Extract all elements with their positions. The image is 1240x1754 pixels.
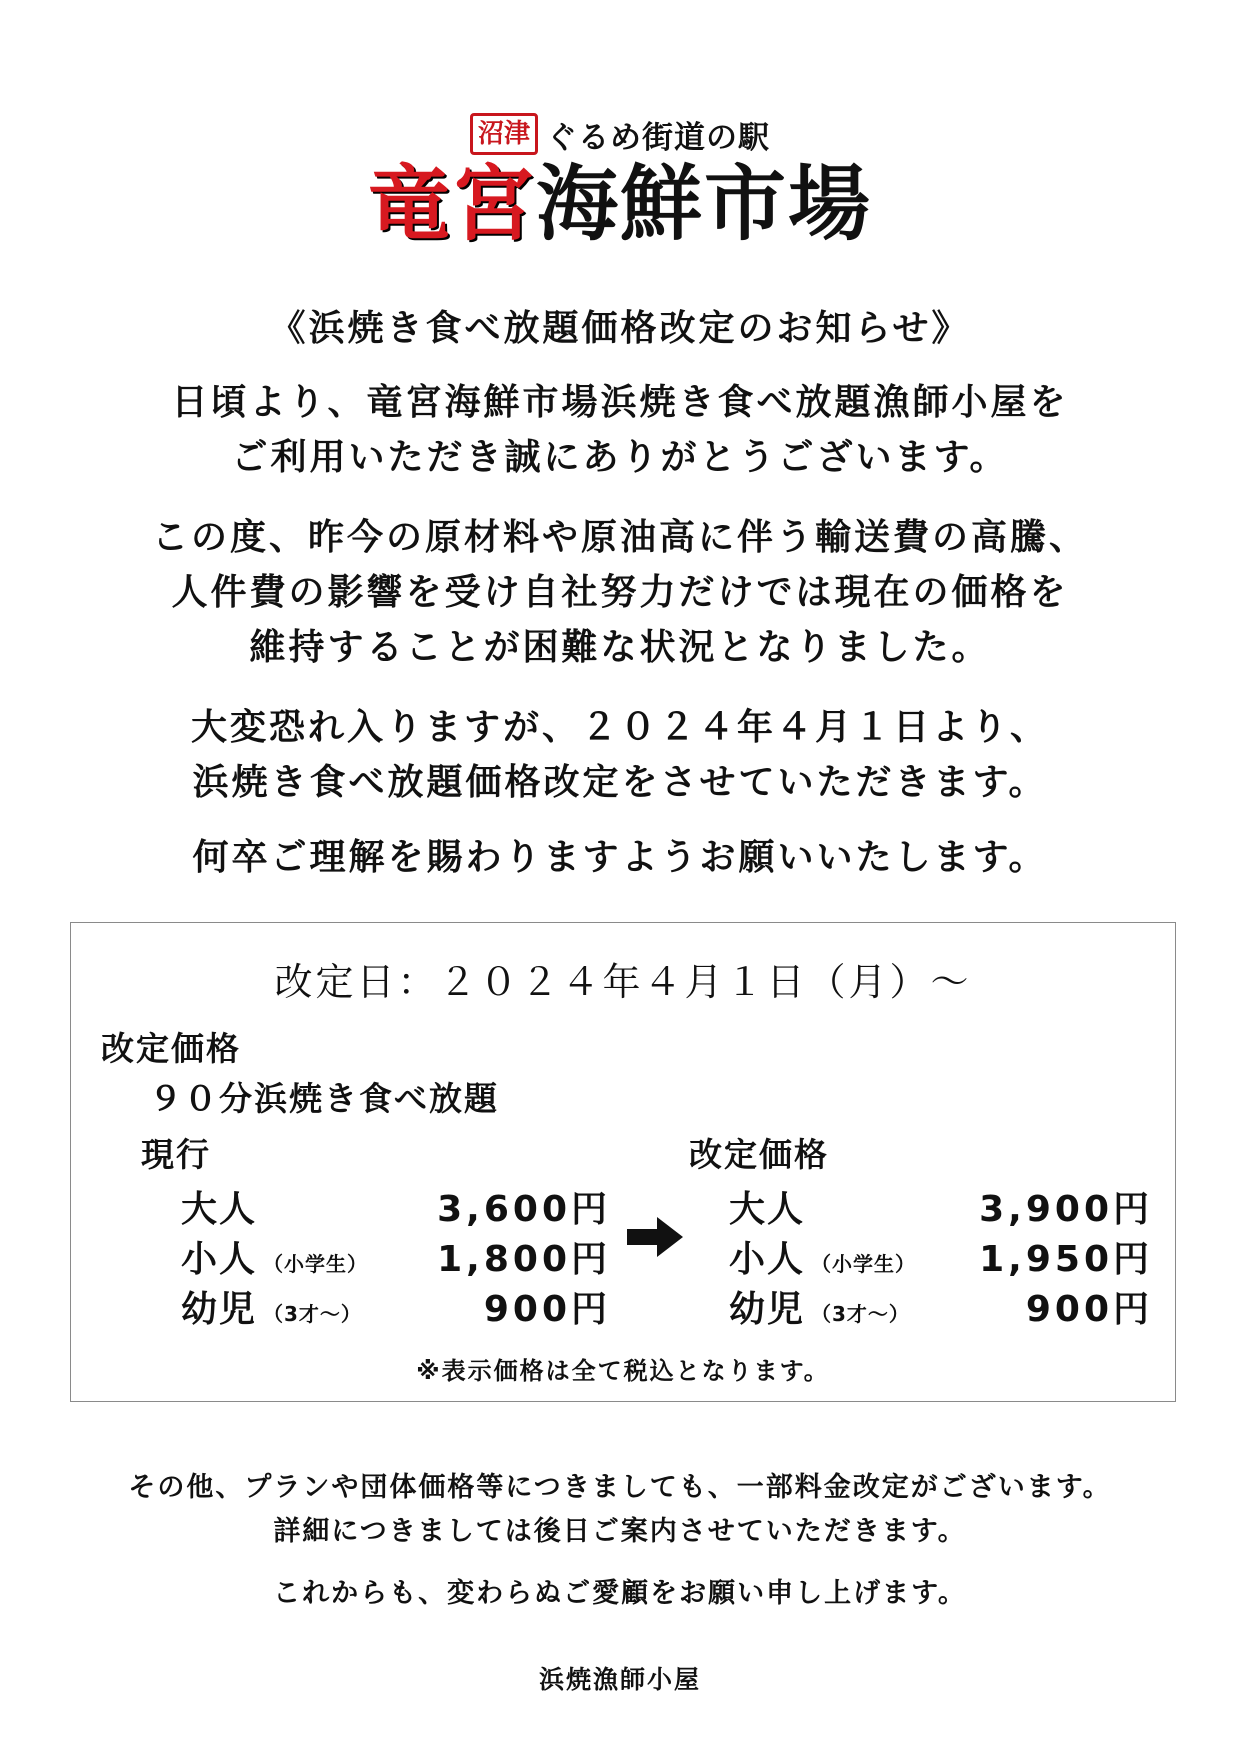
category-name: 大人 (181, 1189, 258, 1230)
price-value: 3,600円 (437, 1189, 611, 1230)
category-name: 幼児 (181, 1289, 258, 1330)
price-value: 1,800円 (437, 1239, 611, 1280)
text-line: 維持することが困難な状況となりました。 (249, 627, 991, 668)
category-note: （3才～） (263, 1302, 362, 1326)
text-line: この度、昨今の原材料や原油高に伴う輸送費の高騰、 (151, 517, 1088, 558)
logo-subtitle: ぐるめ街道の駅 (546, 119, 770, 156)
right-arrow-icon (627, 1217, 683, 1257)
revised-price-adult (729, 1181, 1153, 1229)
paragraph-announcement (0, 700, 1240, 810)
paragraph-reason (0, 510, 1240, 675)
new-label: 改定価格 (689, 1135, 829, 1174)
signature: 浜焼漁師小屋 (538, 1665, 701, 1694)
notice-title: 《浜焼き食べ放題価格改定のお知らせ》 (269, 308, 971, 349)
plan-name: ９０分浜焼き食べ放題 (149, 1079, 499, 1118)
category-note: （小学生） (811, 1252, 917, 1276)
revision-date: 改定日：２０２４年４月１日（月）～ (274, 960, 972, 1004)
section-label: 改定価格 (101, 1029, 241, 1068)
price-category (181, 1281, 362, 1332)
text-line: 大変恐れ入りますが、２０２４年４月１日より、 (190, 707, 1049, 748)
price-category (181, 1181, 257, 1232)
paragraph-greeting (0, 375, 1240, 485)
logo-stamp: 沼津 (470, 113, 538, 155)
closing-line: これからも、変わらぬご愛顧をお願い申し上げます。 (273, 1578, 967, 1609)
category-note: （3才～） (811, 1302, 910, 1326)
revised-price-infant (729, 1281, 1153, 1329)
category-name: 小人 (181, 1239, 258, 1280)
category-name: 幼児 (729, 1289, 806, 1330)
text-line: 人件費の影響を受け自社努力だけでは現在の価格を (171, 572, 1069, 613)
logo-main-red: 竜宮 (367, 157, 536, 252)
text-line: ご利用いただき誠にありがとうございます。 (231, 437, 1009, 478)
text-line: 日頃より、竜宮海鮮市場浜焼き食べ放題漁師小屋を (171, 382, 1069, 423)
price-value: 900円 (483, 1289, 611, 1330)
category-name: 小人 (729, 1239, 806, 1280)
category-name: 大人 (729, 1189, 806, 1230)
price-box (70, 922, 1176, 1402)
paragraph-request: 何卒ご理解を賜わりますようお願いいたします。 (192, 837, 1048, 878)
footer-notice (0, 1466, 1240, 1554)
logo-main (0, 157, 1240, 252)
current-price-child (181, 1231, 611, 1279)
price-category (729, 1281, 910, 1332)
logo-main-black: 海鮮市場 (536, 157, 873, 252)
current-price-infant (181, 1281, 611, 1329)
text-line: 浜焼き食べ放題価格改定をさせていただきます。 (192, 762, 1048, 803)
price-value: 900円 (1025, 1289, 1153, 1330)
price-category (729, 1181, 805, 1232)
text-line: 詳細につきましては後日ご案内させていただきます。 (273, 1516, 967, 1547)
text-line: その他、プランや団体価格等につきましても、一部料金改定がございます。 (128, 1472, 1112, 1503)
category-note: （小学生） (263, 1252, 369, 1276)
current-price-adult (181, 1181, 611, 1229)
logo-header (0, 112, 1240, 156)
current-label: 現行 (141, 1135, 211, 1174)
price-value: 1,950円 (979, 1239, 1153, 1280)
price-category (181, 1231, 368, 1282)
price-value: 3,900円 (979, 1189, 1153, 1230)
tax-note: ※表示価格は全て税込となります。 (416, 1357, 830, 1385)
revised-price-child (729, 1231, 1153, 1279)
price-category (729, 1231, 916, 1282)
